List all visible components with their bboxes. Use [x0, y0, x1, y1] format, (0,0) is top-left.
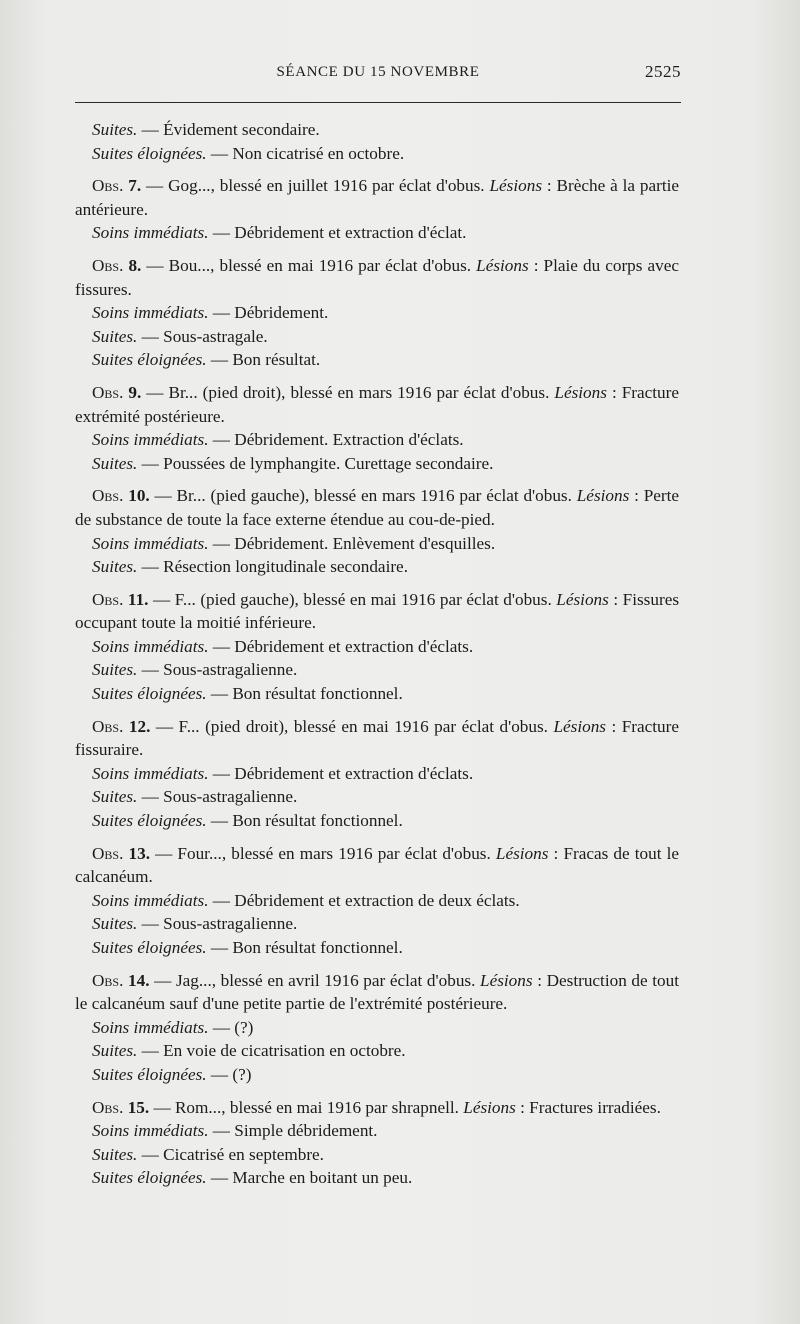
- observation-label: Obs.: [92, 843, 124, 863]
- observation-line: [75, 1119, 679, 1143]
- observation-block: [75, 715, 679, 833]
- observation-number: 11.: [127, 589, 149, 609]
- intro-line-label: Suites.: [92, 120, 138, 139]
- observation-line-text: — Bon résultat.: [206, 350, 321, 370]
- observation-lead: — Jag..., blessé en avril 1916 par éclat d'obus.: [149, 970, 481, 990]
- observation-line: [75, 912, 679, 936]
- observation-line: [75, 428, 679, 452]
- observation-lead: — Br... (pied gauche), blessé en mars 1916 par éclat d'obus.: [149, 486, 577, 506]
- observation-label: Obs.: [92, 255, 124, 275]
- lesions-label: Lésions: [476, 255, 529, 275]
- observation-lead: — Gog..., blessé en juillet 1916 par éclat d'obus.: [141, 176, 490, 196]
- lesions-text: : Fracas de tout le calcanéum.: [75, 843, 680, 887]
- observation-line: [75, 1016, 679, 1040]
- observation-paragraph: [75, 254, 679, 301]
- observation-line-text: — (?): [206, 1064, 252, 1084]
- observation-lead: — F... (pied gauche), blessé en mai 1916 par éclat d'obus.: [148, 589, 557, 609]
- observation-number: 7.: [128, 176, 142, 196]
- lesions-label: Lésions: [463, 1097, 516, 1117]
- observation-number: 10.: [128, 486, 150, 506]
- observation-number: 15.: [127, 1097, 150, 1117]
- intro-line: [75, 118, 679, 142]
- lesions-label: Lésions: [553, 716, 606, 736]
- observation-line-label: Suites éloignées.: [92, 1064, 207, 1084]
- observation-label: Obs.: [92, 589, 124, 609]
- observation-paragraph: [75, 174, 679, 221]
- observation-paragraph: [75, 588, 679, 635]
- observation-line-label: Suites.: [92, 453, 138, 473]
- observation-line-label: Suites.: [92, 1041, 138, 1061]
- observation-line-label: Soins immédiats.: [92, 763, 209, 783]
- lesions-text: : Fracture fissuraire.: [75, 716, 679, 760]
- observation-line-text: — Bon résultat fonctionnel.: [206, 684, 403, 704]
- observation-line-text: — Débridement. Extraction d'éclats.: [208, 430, 464, 450]
- lesions-label: Lésions: [480, 970, 533, 990]
- observation-block: [75, 254, 679, 372]
- lesions-text: : Fissures occupant toute la moitié inférieure.: [75, 589, 680, 633]
- observation-number: 14.: [128, 970, 150, 990]
- observation-number: 12.: [128, 716, 151, 736]
- lesions-text: : Brèche à la partie antérieure.: [75, 176, 680, 219]
- observation-lead: — Four..., blessé en mars 1916 par éclat d'obus.: [150, 843, 496, 863]
- lesions-label: Lésions: [576, 486, 630, 506]
- observation-paragraph: [75, 484, 679, 531]
- observation-number: 8.: [128, 255, 142, 275]
- lesions-text: : Plaie du corps avec fissures.: [75, 255, 679, 299]
- observation-line-label: Soins immédiats.: [92, 533, 209, 553]
- observation-line-text: — Bon résultat fonctionnel.: [206, 938, 403, 957]
- lesions-text: : Fracture extrémité postérieure.: [75, 382, 679, 426]
- observation-line-label: Soins immédiats.: [92, 223, 209, 243]
- observation-block: [75, 484, 679, 578]
- observation-line: [75, 682, 679, 706]
- observation-label: Obs.: [92, 486, 124, 506]
- observation-block: [75, 588, 679, 706]
- intro-line: [75, 142, 679, 166]
- observation-line-text: — Débridement.: [208, 303, 329, 323]
- lesions-label: Lésions: [495, 843, 549, 863]
- observation-line-label: Soins immédiats.: [92, 890, 209, 910]
- lesions-text: : Fractures irradiées.: [515, 1097, 661, 1117]
- observation-lead: — Rom..., blessé en mai 1916 par shrapnell.: [149, 1097, 464, 1117]
- observation-line-text: — Débridement et extraction d'éclats.: [208, 763, 474, 783]
- observation-line-label: Suites.: [92, 787, 138, 807]
- observation-line-label: Suites.: [92, 914, 138, 934]
- page-header: [75, 60, 681, 90]
- observation-number: 9.: [128, 382, 142, 402]
- observation-line: [75, 635, 679, 659]
- running-title: SÉANCE DU 15 NOVEMBRE: [276, 64, 480, 80]
- observation-line-label: Soins immédiats.: [92, 430, 209, 450]
- page-number: 2525: [645, 62, 681, 81]
- observation-line-label: Suites.: [92, 557, 138, 577]
- observation-line-label: Soins immédiats.: [92, 1121, 209, 1141]
- observation-line-text: — Débridement et extraction d'éclats.: [208, 636, 474, 656]
- observation-line: [75, 1143, 679, 1167]
- observation-line-label: Suites éloignées.: [92, 938, 207, 957]
- observation-line-text: — Bon résultat fonctionnel.: [206, 811, 403, 831]
- observation-line-text: — Débridement et extraction d'éclat.: [208, 223, 467, 243]
- observation-line-label: Suites éloignées.: [92, 1168, 207, 1188]
- observation-line-text: — En voie de cicatrisation en octobre.: [137, 1041, 406, 1061]
- observation-line: [75, 889, 679, 913]
- observation-block: [75, 969, 679, 1087]
- observation-block: [75, 1096, 679, 1190]
- intro-line-text: — Évidement secondaire.: [137, 120, 320, 139]
- lesions-text: : Perte de substance de toute la face externe étendue au cou-de-pied.: [75, 486, 680, 529]
- observation-line-label: Suites éloignées.: [92, 811, 207, 831]
- observation-line: [75, 555, 679, 579]
- observation-lead: — Br... (pied droit), blessé en mars 1916 par éclat d'obus.: [141, 382, 555, 402]
- observation-line: [75, 452, 679, 476]
- observation-line-text: — Débridement. Enlèvement d'esquilles.: [208, 533, 496, 553]
- observation-line-label: Suites éloignées.: [92, 350, 207, 370]
- observation-line: [75, 221, 679, 245]
- observation-block: [75, 842, 679, 960]
- observation-line-text: — Résection longitudinale secondaire.: [137, 557, 408, 577]
- observation-lead: — F... (pied droit), blessé en mai 1916 par éclat d'obus.: [150, 716, 554, 736]
- observation-line: [75, 762, 679, 786]
- observation-block: [75, 381, 679, 475]
- observation-line-text: — (?): [208, 1017, 254, 1037]
- observation-label: Obs.: [92, 176, 124, 196]
- observation-line: [75, 936, 679, 960]
- observation-paragraph: [75, 969, 679, 1016]
- observation-block: [75, 174, 679, 245]
- observation-line-text: — Poussées de lymphangite. Curettage secondaire.: [137, 453, 494, 473]
- document-body: [75, 118, 679, 1190]
- observation-label: Obs.: [92, 970, 124, 990]
- observation-line: [75, 1039, 679, 1063]
- observation-line-text: — Cicatrisé en septembre.: [137, 1144, 324, 1164]
- observation-line: [75, 785, 679, 809]
- observation-line: [75, 1063, 679, 1087]
- observation-paragraph: [75, 842, 679, 889]
- intro-block: [75, 118, 679, 165]
- observation-paragraph: [75, 1096, 679, 1120]
- header-rule: [75, 102, 681, 103]
- observation-paragraph: [75, 715, 679, 762]
- observation-line: [75, 658, 679, 682]
- observation-paragraph: [75, 381, 679, 428]
- observation-number: 13.: [128, 843, 150, 863]
- observation-line: [75, 1166, 679, 1190]
- observation-line-text: — Sous-astragalienne.: [137, 660, 298, 680]
- observation-line: [75, 325, 679, 349]
- lesions-label: Lésions: [554, 382, 607, 402]
- observation-line-label: Suites.: [92, 1144, 138, 1164]
- observation-line-label: Suites.: [92, 660, 138, 680]
- observation-line-text: — Sous-astragale.: [137, 326, 268, 346]
- observation-line-label: Suites éloignées.: [92, 684, 207, 704]
- lesions-label: Lésions: [556, 589, 609, 609]
- observation-line: [75, 809, 679, 833]
- observation-label: Obs.: [92, 1097, 124, 1117]
- observation-line-text: — Marche en boitant un peu.: [206, 1168, 413, 1188]
- observation-line: [75, 301, 679, 325]
- intro-line-label: Suites éloignées.: [92, 143, 207, 163]
- observation-line-label: Soins immédiats.: [92, 636, 209, 656]
- observation-label: Obs.: [92, 716, 124, 736]
- observation-line-label: Soins immédiats.: [92, 303, 209, 323]
- observation-line-text: — Simple débridement.: [208, 1121, 378, 1141]
- observation-line-text: — Sous-astragalienne.: [137, 787, 298, 807]
- observation-line: [75, 532, 679, 556]
- observation-line-text: — Sous-astragalienne.: [137, 914, 298, 934]
- observation-label: Obs.: [92, 382, 124, 402]
- lesions-text: : Destruction de tout le calcanéum sauf d'une petite partie de l'extrémité postérieure.: [75, 970, 679, 1014]
- observation-lead: — Bou..., blessé en mai 1916 par éclat d'obus.: [141, 255, 477, 275]
- observation-line-label: Suites.: [92, 326, 138, 346]
- observation-line-label: Soins immédiats.: [92, 1017, 209, 1037]
- intro-line-text: — Non cicatrisé en octobre.: [206, 143, 405, 163]
- lesions-label: Lésions: [489, 176, 543, 196]
- observation-line: [75, 348, 679, 372]
- observation-line-text: — Débridement et extraction de deux éclats.: [208, 890, 520, 910]
